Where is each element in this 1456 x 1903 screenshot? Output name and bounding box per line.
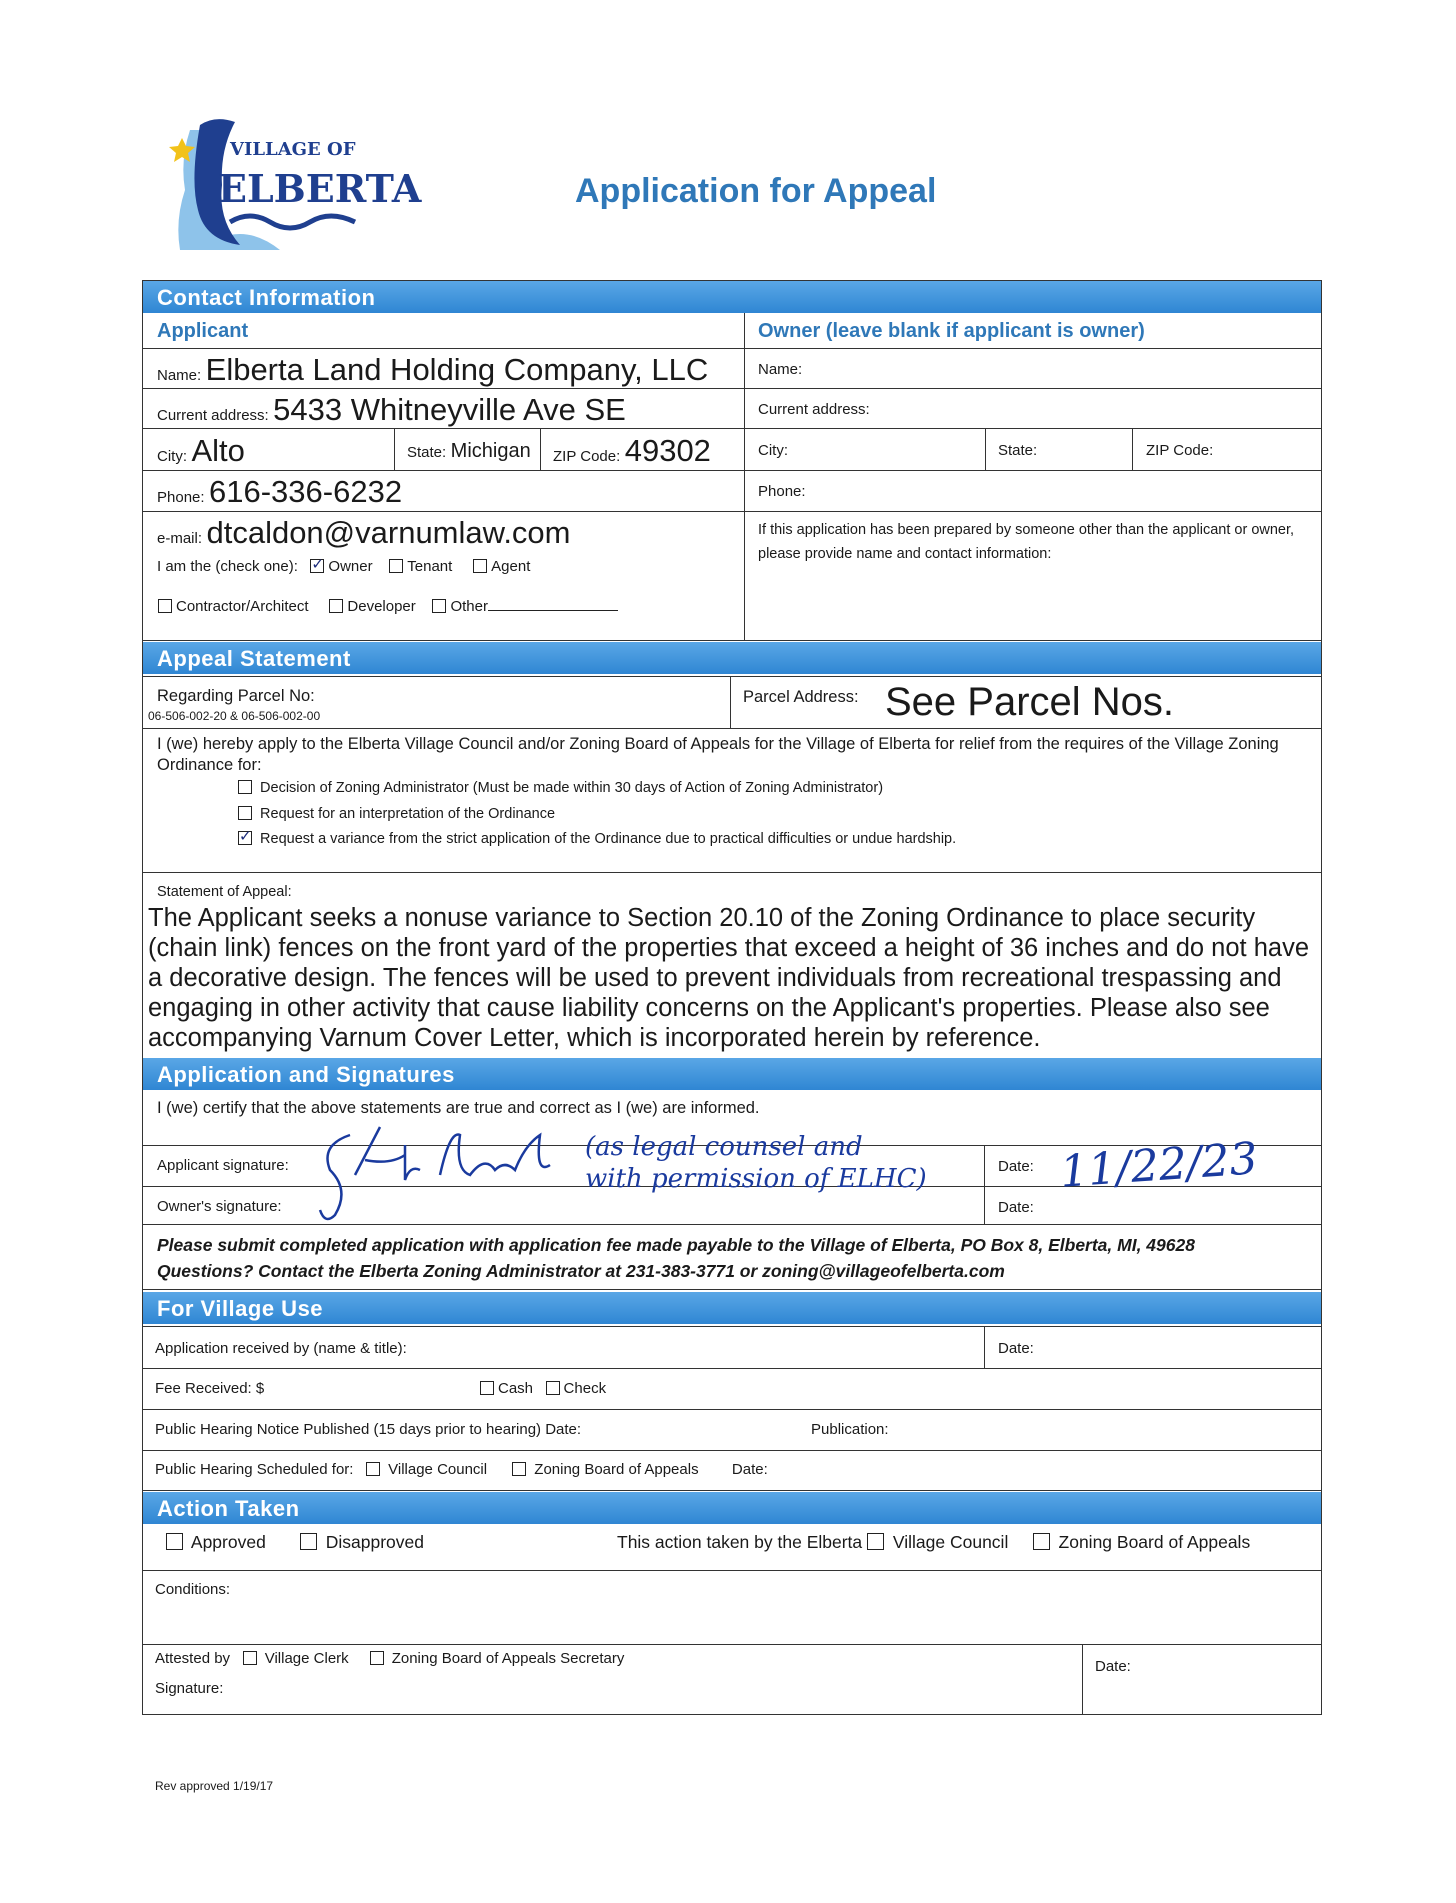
parcel-no-label: Regarding Parcel No: <box>157 687 315 705</box>
owner-heading: Owner (leave blank if applicant is owner) <box>758 320 1145 342</box>
checkbox-icon[interactable] <box>243 1651 257 1665</box>
statement-text[interactable] <box>148 903 1323 1053</box>
hearing-scheduled-label: Public Hearing Scheduled for: <box>155 1461 354 1478</box>
owner-phone-label[interactable]: Phone: <box>758 483 806 500</box>
city-label: City: <box>157 448 187 465</box>
appeal-option-3[interactable]: ✓ Request a variance from the strict application of the Ordinance due to practical difficulties or undue hardship. <box>238 831 956 847</box>
logo-text-2: ELBERTA <box>218 166 422 211</box>
owner-date-label: Date: <box>998 1199 1034 1216</box>
appeal-option-2[interactable]: Request for an interpretation of the Ordinance <box>238 806 555 822</box>
notice-line-2: Questions? Contact the Elberta Zoning Administrator at 231-383-3771 or zoning@villageofelberta.com <box>157 1261 1005 1281</box>
hearing-zba-option[interactable]: Zoning Board of Appeals <box>512 1461 698 1478</box>
applicant-address-value[interactable]: 5433 Whitneyville Ave SE <box>273 392 626 427</box>
village-logo <box>160 110 422 255</box>
applicant-city-value[interactable]: Alto <box>191 433 245 468</box>
certify-text: I (we) certify that the above statements are true and correct as I (we) are informed. <box>157 1099 760 1117</box>
applicant-address-row <box>157 392 626 428</box>
revision-note: Rev approved 1/19/17 <box>155 1779 274 1793</box>
owner-city-label[interactable]: City: <box>758 442 788 459</box>
checkbox-icon[interactable] <box>480 1381 494 1395</box>
hearing-scheduled-row <box>155 1461 768 1478</box>
role-row-2 <box>158 598 618 615</box>
email-label: e-mail: <box>157 530 203 547</box>
signature-note-1: (as legal counsel and <box>585 1132 863 1162</box>
fee-received-label[interactable]: Fee Received: $ <box>155 1380 265 1397</box>
checkbox-icon[interactable] <box>238 780 252 794</box>
applicant-name-value[interactable]: Elberta Land Holding Company, LLC <box>205 352 709 387</box>
checkbox-icon[interactable] <box>238 831 252 845</box>
applicant-signature[interactable] <box>310 1115 1050 1225</box>
section-header-signatures: Application and Signatures <box>143 1058 1321 1090</box>
checkbox-icon[interactable] <box>300 1533 317 1550</box>
role-row-1 <box>157 558 530 575</box>
notice-published-label[interactable]: Public Hearing Notice Published (15 days prior to hearing) Date: <box>155 1421 582 1438</box>
cash-option[interactable]: Cash <box>480 1380 533 1397</box>
signature-note-2: with permission of ELHC) <box>585 1164 927 1194</box>
statement-line: The Applicant seeks a nonuse variance to Section 20.10 of the Zoning Ordinance to place security <box>148 904 1256 932</box>
submission-notice <box>157 1232 1307 1284</box>
applicant-phone-row <box>157 474 402 510</box>
state-label: State: <box>407 444 447 461</box>
check-option[interactable]: Check <box>546 1380 607 1397</box>
owner-signature-label: Owner's signature: <box>157 1198 282 1215</box>
address-label: Current address: <box>157 407 269 424</box>
statement-label: Statement of Appeal: <box>157 884 292 900</box>
role-tenant[interactable]: Tenant <box>389 558 452 575</box>
notice-line-1: Please submit completed application with application fee made payable to the Village of Elberta, PO Box 8, Elberta, MI, 49628 <box>157 1235 1195 1255</box>
checkbox-icon[interactable] <box>366 1462 380 1476</box>
conditions-label[interactable]: Conditions: <box>155 1581 231 1598</box>
owner-name-label[interactable]: Name: <box>758 361 803 378</box>
statement-line: accompanying Varnum Cover Letter, which is incorporated herein by reference. <box>148 1024 1041 1052</box>
parcel-address-value[interactable]: See Parcel Nos. <box>885 680 1175 724</box>
applicant-phone-value[interactable]: 616-336-6232 <box>209 474 403 509</box>
section-header-appeal: Appeal Statement <box>143 642 1321 674</box>
action-zba-option[interactable]: Zoning Board of Appeals <box>1033 1532 1251 1552</box>
applicant-zip-value[interactable]: 49302 <box>624 433 711 468</box>
applicant-name-row <box>157 352 708 388</box>
role-contractor[interactable]: Contractor/Architect <box>158 598 309 615</box>
publication-label[interactable]: Publication: <box>811 1421 889 1438</box>
checkbox-icon[interactable] <box>473 559 487 573</box>
applicant-city-row <box>157 433 245 469</box>
signature-date-value[interactable]: 11/22/23 <box>1058 1133 1260 1198</box>
payment-method <box>480 1380 606 1397</box>
role-owner[interactable]: ✓ Owner <box>310 558 372 575</box>
applicant-state-value[interactable]: Michigan <box>450 440 531 462</box>
parcel-address-label: Parcel Address: <box>743 688 859 706</box>
owner-zip-label[interactable]: ZIP Code: <box>1146 442 1214 459</box>
taken-by-row <box>617 1532 1250 1553</box>
checkbox-icon[interactable] <box>867 1533 884 1550</box>
name-label: Name: <box>157 367 202 384</box>
checkbox-icon[interactable] <box>158 599 172 613</box>
check-one-label: I am the (check one): <box>157 558 298 575</box>
checkbox-icon[interactable] <box>310 559 324 573</box>
secretary-option[interactable]: Zoning Board of Appeals Secretary <box>370 1650 625 1667</box>
checkbox-icon[interactable] <box>432 599 446 613</box>
role-other[interactable]: Other <box>432 598 618 615</box>
zip-label: ZIP Code: <box>553 448 621 465</box>
attested-label: Attested by <box>155 1650 231 1667</box>
checkbox-icon[interactable] <box>546 1381 560 1395</box>
statement-line: a decorative design. The fences will be used to prevent individuals from recreational trespassing and <box>148 964 1282 992</box>
received-by-label[interactable]: Application received by (name & title): <box>155 1340 407 1357</box>
hearing-date-label[interactable]: Date: <box>731 1461 768 1478</box>
clerk-option[interactable]: Village Clerk <box>243 1650 349 1667</box>
attest-signature-label[interactable]: Signature: <box>155 1680 224 1697</box>
received-date-label[interactable]: Date: <box>998 1340 1034 1357</box>
applicant-state-row <box>407 440 531 463</box>
hearing-council-option[interactable]: Village Council <box>366 1461 487 1478</box>
checkbox-icon[interactable] <box>329 599 343 613</box>
checkbox-icon[interactable] <box>370 1651 384 1665</box>
applicant-email-row <box>157 515 571 551</box>
appeal-intro: I (we) hereby apply to the Elberta Village Council and/or Zoning Board of Appeals for the Village of Elberta for relief from the requires of the Village Zoning Ordinance for: <box>157 735 1279 774</box>
section-header-action: Action Taken <box>143 1492 1321 1524</box>
action-council-option[interactable]: Village Council <box>867 1532 1008 1552</box>
checkbox-icon[interactable] <box>1033 1533 1050 1550</box>
attested-row <box>155 1650 624 1667</box>
role-developer[interactable]: Developer <box>329 598 415 615</box>
logo-text-1: VILLAGE OF <box>230 139 356 160</box>
owner-address-label[interactable]: Current address: <box>758 401 870 418</box>
phone-label: Phone: <box>157 489 205 506</box>
section-header-village-use: For Village Use <box>143 1292 1321 1324</box>
applicant-zip-row <box>553 433 711 469</box>
parcel-no-value[interactable]: 06-506-002-20 & 06-506-002-00 <box>148 709 321 723</box>
owner-state-label[interactable]: State: <box>998 442 1038 459</box>
decision-row <box>166 1532 424 1553</box>
page-title: Application for Appeal <box>575 172 937 210</box>
prepared-by-note: If this application has been prepared by someone other than the applicant or owner, please provide name and contact information: <box>758 522 1295 562</box>
checkbox-icon[interactable] <box>389 559 403 573</box>
checkbox-icon[interactable] <box>166 1533 183 1550</box>
applicant-signature-label: Applicant signature: <box>157 1157 289 1174</box>
attest-date-label[interactable]: Date: <box>1095 1658 1131 1675</box>
applicant-email-value[interactable]: dtcaldon@varnumlaw.com <box>206 515 571 550</box>
statement-line: engaging in other activity that cause liability concerns on the Applicant's properties. Please also see <box>148 994 1270 1022</box>
taken-by-label: This action taken by the Elberta <box>617 1532 863 1552</box>
applicant-date-label: Date: <box>998 1158 1034 1175</box>
checkbox-icon[interactable] <box>238 806 252 820</box>
checkbox-icon[interactable] <box>512 1462 526 1476</box>
applicant-heading: Applicant <box>157 320 249 342</box>
statement-line: (chain link) fences on the front yard of the properties that exceed a height of 36 inches and do not have <box>148 934 1309 962</box>
section-header-contact: Contact Information <box>143 281 1321 313</box>
role-agent[interactable]: Agent <box>473 558 530 575</box>
approved-option[interactable]: Approved <box>166 1532 266 1552</box>
appeal-option-1[interactable]: Decision of Zoning Administrator (Must be made within 30 days of Action of Zoning Administrator) <box>238 780 883 796</box>
disapproved-option[interactable]: Disapproved <box>300 1532 424 1552</box>
